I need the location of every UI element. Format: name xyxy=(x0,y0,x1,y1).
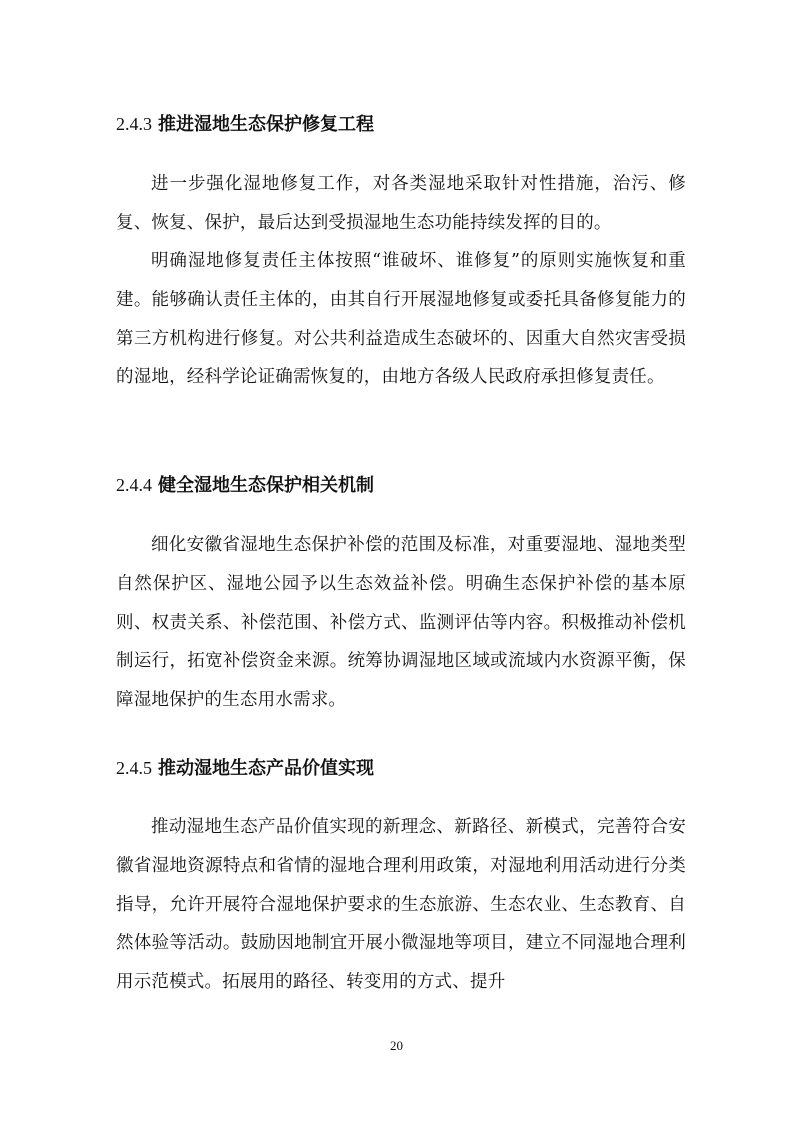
section-number: 2.4.5 xyxy=(116,758,152,778)
section-number: 2.4.3 xyxy=(116,114,152,134)
paragraph: 明确湿地修复责任主体按照“谁破坏、谁修复”的原则实施恢复和重建。能够确认责任主体的，由其自行开展湿地修复或委托具备修复能力的第三方机构进行修复。对公共利益造成生态破坏的、因重大自然灾害受损的湿地，经科学论证确需恢复的，由地方各级人民政府承担修复责任。 xyxy=(116,251,686,388)
section-number: 2.4.4 xyxy=(116,475,152,495)
section-title: 推动湿地生态产品价值实现 xyxy=(158,758,374,779)
section-title: 健全湿地生态保护相关机制 xyxy=(158,475,374,496)
page-number: 20 xyxy=(390,1038,403,1053)
section-title: 推进湿地生态保护修复工程 xyxy=(158,114,374,135)
paragraph: 推动湿地生态产品价值实现的新理念、新路径、新模式，完善符合安徽省湿地资源特点和省情的湿地合理利用政策，对湿地利用活动进行分类指导，允许开展符合湿地保护要求的生态旅游、生态农业、生态教育、自然体验等活动。鼓励因地制宜开展小微湿地等项目，建立不同湿地合理利用示范模式。拓展用的路径、转变用的方式、提升 xyxy=(116,817,686,993)
paragraph: 细化安徽省湿地生态保护补偿的范围及标准，对重要湿地、湿地类型自然保护区、湿地公园予以生态效益补偿。明确生态保护补偿的基本原则、权责关系、补偿范围、补偿方式、监测评估等内容。积极推动补偿机制运行，拓宽补偿资金来源。统筹协调湿地区域或流域内水资源平衡，保障湿地保护的生态用水需求。 xyxy=(116,535,686,711)
section-heading-2-4-3 xyxy=(116,112,374,137)
section-heading-2-4-4 xyxy=(116,473,374,498)
section-heading-2-4-5 xyxy=(116,756,374,781)
paragraph: 进一步强化湿地修复工作，对各类湿地采取针对性措施，治污、修复、恢复、保护，最后达到受损湿地生态功能持续发挥的目的。 xyxy=(116,174,686,233)
